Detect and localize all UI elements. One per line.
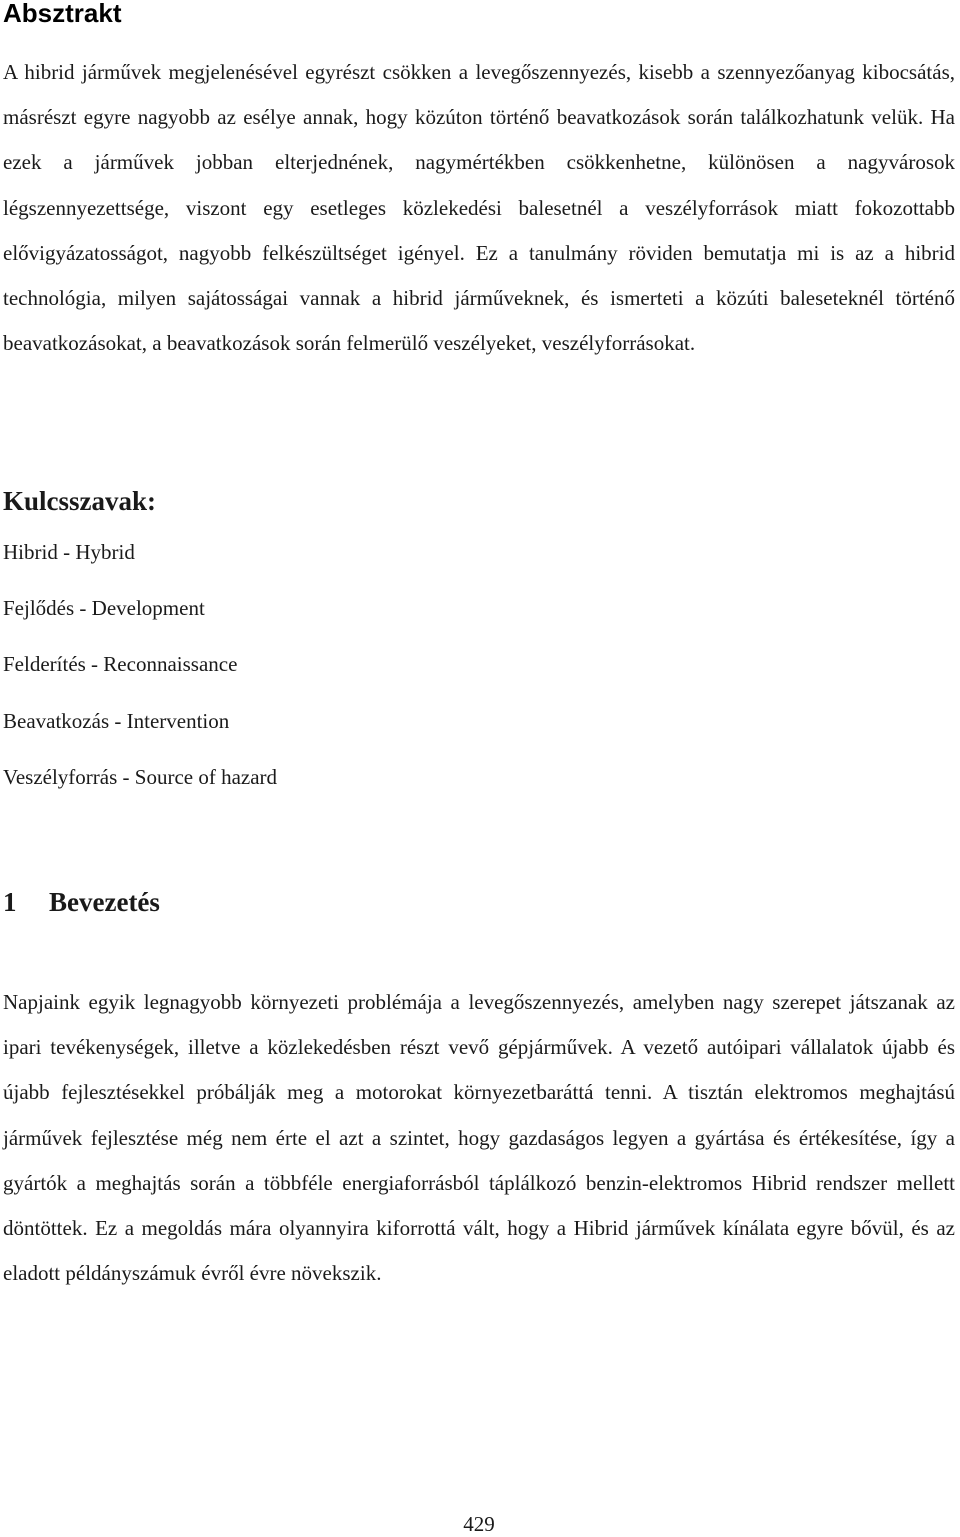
keyword-item: Veszélyforrás - Source of hazard: [3, 764, 278, 789]
keywords-heading: Kulcsszavak:: [3, 486, 157, 516]
keywords-list: [3, 538, 277, 819]
page-number: 429: [463, 1512, 495, 1536]
section-title: Bevezetés: [49, 887, 160, 917]
keyword-item: Hibrid - Hybrid: [3, 540, 135, 564]
keyword-item: Fejlődés - Development: [3, 596, 205, 621]
section-heading: [3, 884, 160, 920]
section-number: 1: [3, 887, 17, 917]
abstract-heading: Absztrakt: [3, 0, 122, 28]
keyword-item: Felderítés - Reconnaissance: [3, 652, 238, 677]
introduction-paragraph: Napjaink egyik legnagyobb környezeti problémája a levegőszennyezés, amelyben nagy szerepet játszanak az ipari tevékenységek, illetve a közlekedésben részt vevő gépjárművek. A vezető autóipari vállalatok újabb és újabb fejlesztésekkel próbálják meg a motorokat környezetbaráttá tenni. A tisztán elektromos meghajtású járművek fejlesztése még nem érte el azt a szintet, hogy gazdaságos legyen a gyártása és értékesítése, így a gyártók a meghajtás során a többféle energiaforrásból táplálkozó benzin-elektromos Hibrid rendszer mellett döntöttek. Ez a megoldás mára olyannyira kiforrottá vált, hogy a Hibrid járművek kínálata egyre bővül, és az eladott példányszámuk évről évre növekszik.: [3, 990, 955, 1286]
abstract-paragraph: A hibrid járművek megjelenésével egyrészt csökken a levegőszennyezés, kisebb a szennyezőanyag kibocsátás, másrészt egyre nagyobb az esélye annak, hogy közúton történő beavatkozások során találkozhatunk velük. Ha ezek a járművek jobban elterjednének, nagymértékben csökkenhetne, különösen a nagyvárosok légszennyezettsége, viszont egy esetleges közlekedési balesetnél a veszélyforrások miatt fokozottabb elővigyázatosságot, nagyobb felkészültséget igényel. Ez a tanulmány röviden bemutatja mi is az a hibrid technológia, milyen sajátosságai vannak a hibrid járműveknek, és ismerteti a közúti baleseteknél történő beavatkozásokat, a beavatkozások során felmerülő veszélyeket, veszélyforrásokat.: [3, 60, 955, 356]
keyword-item: Beavatkozás - Intervention: [3, 708, 230, 733]
